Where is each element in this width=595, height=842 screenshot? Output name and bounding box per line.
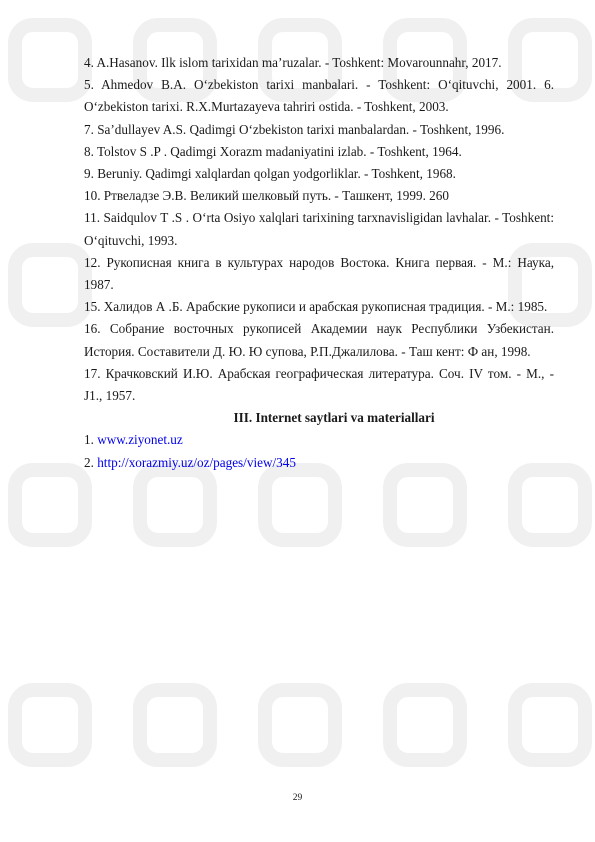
reference-item: 16. Собрание восточных рукописей Академии наук Республики Узбекистан. История. Составители Д. Ю. Ю супова, Р.П.Джалилова. - Таш кент: Ф ан, 1998.: [84, 321, 554, 359]
xorazmiy-link[interactable]: http://xorazmiy.uz/oz/pages/view/345: [97, 454, 296, 470]
reference-item: 10. Ртвеладзе Э.В. Великий шелковый путь. - Ташкент, 1999. 260: [84, 188, 449, 204]
reference-item: 7. Sa’dullayev A.S. Qadimgi O‘zbekiston tarixi manbalardan. - Toshkent, 1996.: [84, 121, 505, 137]
reference-item: 17. Крачковский И.Ю. Арабская географическая литература. Соч. IV том. - М., - J1., 1957.: [84, 365, 554, 404]
reference-item: 5. Ahmedov B.A. O‘zbekiston tarixi manbalari. - Toshkent: O‘qituvchi, 2001. 6. O‘zbekiston tarixi. R.X.Murtazayeva tahriri ostida. - Toshkent, 2003.: [84, 77, 554, 115]
ziyonet-link[interactable]: www.ziyonet.uz: [97, 432, 183, 448]
link-item: [84, 429, 554, 451]
link-item: [84, 452, 554, 474]
section-heading: III. Internet saytlari va materiallari: [233, 410, 435, 426]
reference-item: 8. Tolstov S .P . Qadimgi Xorazm madaniyatini izlab. - Toshkent, 1964.: [84, 143, 462, 159]
link-number: 1.: [84, 432, 94, 448]
reference-item: 12. Рукописная книга в культурах народов Востока. Книга первая. - М.: Наука, 1987.: [84, 254, 554, 293]
reference-item: 9. Beruniy. Qadimgi xalqlardan qolgan yodgorliklar. - Toshkent, 1968.: [84, 166, 456, 182]
reference-item: 11. Saidqulov T .S . O‘rta Osiyo xalqlari tarixining tarxnavisligidan lavhalar. - Toshkent: O‘qituvchi, 1993.: [84, 210, 554, 248]
reference-item: 15. Халидов А .Б. Арабские рукописи и арабская рукописная традиция. - М.: 1985.: [84, 299, 548, 315]
document-body: [84, 52, 554, 474]
page-number: 29: [292, 793, 303, 803]
link-number: 2.: [84, 454, 94, 470]
reference-item: 4. A.Hasanov. Ilk islom tarixidan ma’ruzalar. - Toshkent: Movarounnahr, 2017.: [84, 55, 502, 70]
